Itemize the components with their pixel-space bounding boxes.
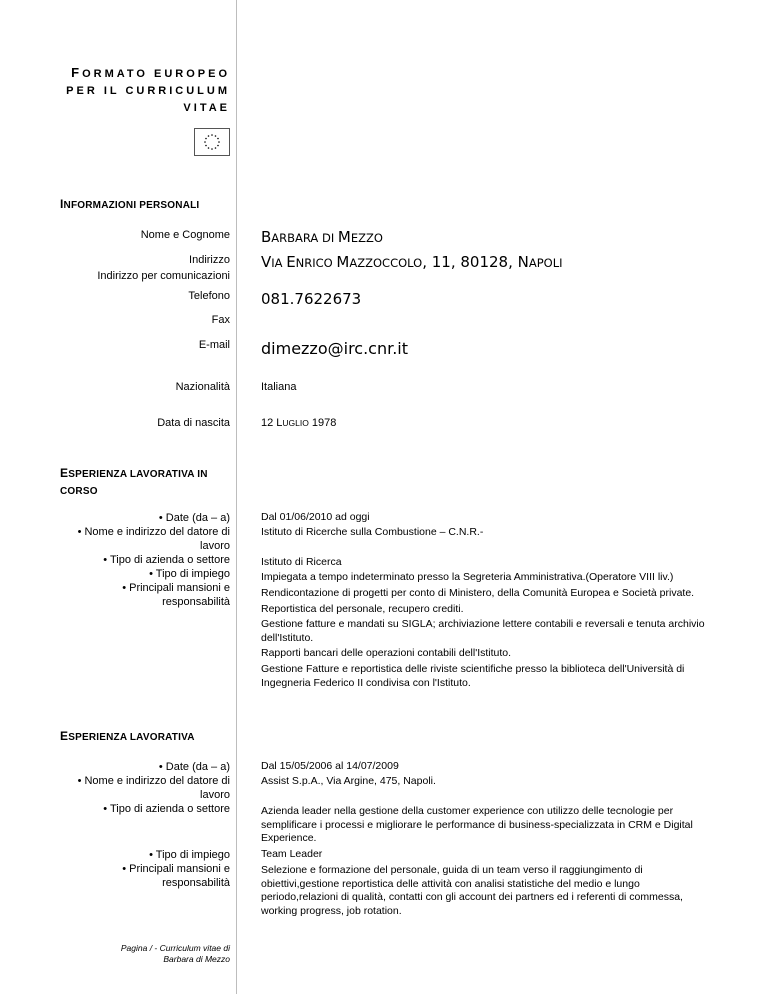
- current-work-labels: • Date (da – a) • Nome e indirizzo del datore di lavoro • Tipo di azienda o settore • Tipo di impiego • Principali mansioni e responsabilità: [77, 512, 230, 608]
- list-item: Ingegneria Federico II condivisa con l'Istituto.: [261, 676, 471, 689]
- list-item: periodo,relazioni di qualità, contatti con gli account dei partners ed i referenti di commessa,: [261, 891, 683, 904]
- current-work-employment: Impiegata a tempo indeterminato presso la Segreteria Amministrativa.(Operatore VIII liv.): [261, 571, 674, 583]
- email-label: E-mail: [198, 339, 230, 351]
- current-work-dates: Dal 01/06/2010 ad oggi: [261, 511, 370, 523]
- address-label: Indirizzo: [189, 254, 230, 266]
- name-label: Nome e Cognome: [140, 229, 230, 241]
- phone-value: 081.7622673: [261, 290, 362, 308]
- past-work-employer: Assist S.p.A., Via Argine, 475, Napoli.: [261, 775, 436, 787]
- fax-label: Fax: [211, 314, 230, 326]
- address: VIA ENRICO MAZZOCCOLO, 11, 80128, NAPOLI: [261, 253, 563, 271]
- eu-flag-icon: [194, 128, 230, 156]
- cv-format-title: FORMATO EUROPEO PER IL CURRICULUM VITAE: [66, 65, 230, 114]
- nationality-value: Italiana: [261, 381, 297, 393]
- past-work-labels-top: • Date (da – a) • Nome e indirizzo del datore di lavoro • Tipo di azienda o settore: [77, 761, 230, 815]
- list-item: Rapporti bancari delle operazioni contabili dell'Istituto.: [261, 647, 512, 660]
- email-value[interactable]: dimezzo@irc.cnr.it: [261, 339, 409, 358]
- past-work-employment: Team Leader: [261, 848, 323, 860]
- past-work-duties: [261, 864, 721, 918]
- list-item: Reportistica del personale, recupero crediti.: [261, 602, 464, 615]
- nationality-label: Nazionalità: [175, 381, 230, 393]
- past-work-dates: Dal 15/05/2006 al 14/07/2009: [261, 760, 399, 772]
- list-item: Selezione e formazione del personale, guida di un team verso il raggiungimento di: [261, 864, 643, 876]
- list-item: Rendicontazione di progetti per conto di Ministero, della Comunità Europea e Società private.: [261, 587, 695, 599]
- section-personal-info: INFORMAZIONI PERSONALI: [60, 197, 200, 211]
- past-work-labels-bottom: • Tipo di impiego • Principali mansioni e responsabilità: [122, 849, 230, 889]
- list-item: working progress, job rotation.: [261, 904, 402, 917]
- current-work-sector: Istituto di Ricerca: [261, 556, 342, 568]
- list-item: obiettivi,gestione reportistica delle attività con analisi statistiche del medio e lungo: [261, 877, 640, 890]
- list-item: dell'Istituto.: [261, 631, 314, 644]
- phone-label: Telefono: [188, 290, 230, 302]
- current-work-duties: [261, 587, 721, 690]
- address-comm-label: Indirizzo per comunicazioni: [97, 270, 230, 282]
- list-item: Gestione fatture e mandati su SIGLA; archiviazione lettere contabili e reversali e tenuta archivio: [261, 618, 705, 631]
- birth-label: Data di nascita: [157, 417, 230, 429]
- past-work-sector: Azienda leader nella gestione della customer experience con utilizzo delle tecnologie per semplificare i processi e migliorare le performance di business-specializzata in CRM e Digital Experience.: [261, 805, 693, 845]
- section-current-work: ESPERIENZA LAVORATIVA IN CORSO: [60, 466, 208, 497]
- current-work-employer: Istituto di Ricerche sulla Combustione – C.N.R.-: [261, 526, 484, 538]
- section-past-work: ESPERIENZA LAVORATIVA: [60, 729, 195, 743]
- column-divider: [236, 0, 237, 994]
- birth-value: 12 LUGLIO 1978: [261, 417, 337, 429]
- full-name: BARBARA DI MEZZO: [261, 228, 383, 246]
- list-item: Gestione Fatture e reportistica delle riviste scientifiche presso la biblioteca dell'Università di: [261, 662, 685, 675]
- page-footer: Pagina / - Curriculum vitae di Barbara di Mezzo: [120, 943, 230, 964]
